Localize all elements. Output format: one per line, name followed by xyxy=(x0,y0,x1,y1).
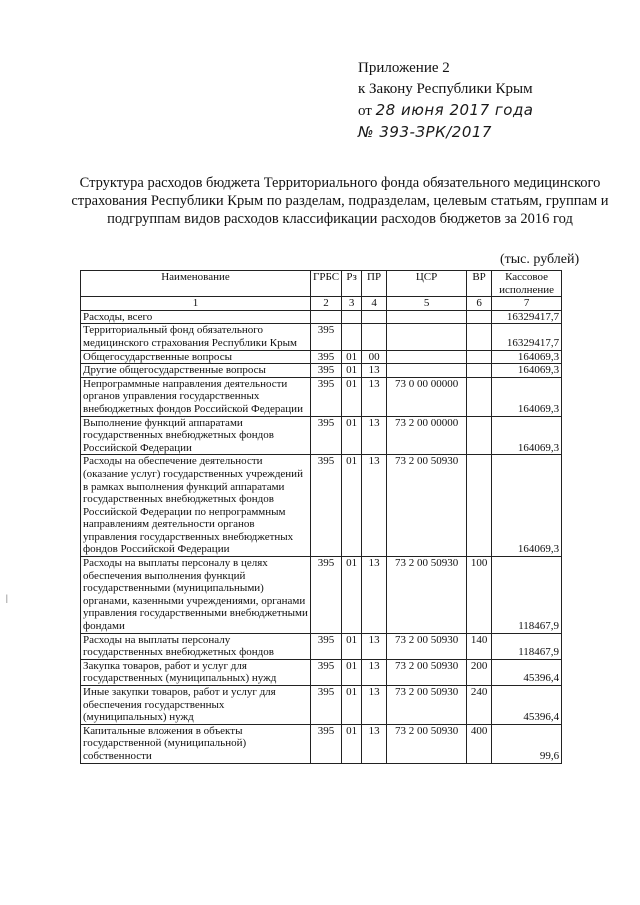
row-vr: 200 xyxy=(467,659,492,685)
row-name: Выполнение функций аппаратами государственных внебюджетных фондов Российской Федерации xyxy=(81,416,311,455)
row-csr: 73 2 00 50930 xyxy=(387,633,467,659)
row-pr: 00 xyxy=(362,350,387,364)
row-grbs xyxy=(311,310,342,324)
row-csr: 73 2 00 50930 xyxy=(387,724,467,763)
row-rz: 01 xyxy=(342,659,362,685)
row-csr xyxy=(387,364,467,378)
header-vr: ВР xyxy=(467,271,492,297)
row-rz: 01 xyxy=(342,557,362,634)
row-vr xyxy=(467,350,492,364)
row-grbs: 395 xyxy=(311,633,342,659)
row-csr xyxy=(387,350,467,364)
row-amount: 164069,3 xyxy=(492,364,562,378)
row-rz xyxy=(342,310,362,324)
row-amount: 45396,4 xyxy=(492,686,562,725)
row-rz: 01 xyxy=(342,377,362,416)
row-rz: 01 xyxy=(342,350,362,364)
row-pr: 13 xyxy=(362,633,387,659)
row-grbs: 395 xyxy=(311,377,342,416)
row-pr: 13 xyxy=(362,416,387,455)
handwritten-law-number: № 393-ЗРК/2017 xyxy=(358,123,492,141)
row-amount: 99,6 xyxy=(492,724,562,763)
header-grbs: ГРБС xyxy=(311,271,342,297)
date-prefix: от xyxy=(358,103,372,119)
row-csr: 73 2 00 50930 xyxy=(387,455,467,557)
row-pr: 13 xyxy=(362,659,387,685)
row-amount: 118467,9 xyxy=(492,557,562,634)
row-amount: 118467,9 xyxy=(492,633,562,659)
table-row xyxy=(81,686,562,725)
index-cell: 3 xyxy=(342,297,362,311)
row-name: Иные закупки товаров, работ и услуг для обеспечения государственных (муниципальных) нужд xyxy=(81,686,311,725)
row-name: Расходы на обеспечение деятельности (оказание услуг) государственных учреждений в рамках выполнения функций аппаратами государственных внебюджетных фондов Российской Федерации по непрограммным направлениям деятельности органов управления государственных внебюджетных фондов Российской Федерации xyxy=(81,455,311,557)
row-grbs: 395 xyxy=(311,324,342,350)
appendix-header xyxy=(358,58,534,143)
row-amount: 164069,3 xyxy=(492,350,562,364)
row-name: Закупка товаров, работ и услуг для государственных (муниципальных) нужд xyxy=(81,659,311,685)
row-csr: 73 0 00 00000 xyxy=(387,377,467,416)
header-amount: Кассовое исполнение xyxy=(492,271,562,297)
row-name: Другие общегосударственные вопросы xyxy=(81,364,311,378)
row-vr: 400 xyxy=(467,724,492,763)
row-csr xyxy=(387,310,467,324)
row-grbs: 395 xyxy=(311,350,342,364)
row-amount: 16329417,7 xyxy=(492,324,562,350)
table-row xyxy=(81,350,562,364)
row-vr xyxy=(467,324,492,350)
row-csr: 73 2 00 50930 xyxy=(387,659,467,685)
margin-mark: | xyxy=(6,593,8,603)
index-cell: 7 xyxy=(492,297,562,311)
row-name: Территориальный фонд обязательного медицинского страхования Республики Крым xyxy=(81,324,311,350)
table-row xyxy=(81,455,562,557)
row-vr xyxy=(467,364,492,378)
appendix-date-line xyxy=(358,100,534,122)
row-name: Непрограммные направления деятельности органов управления государственных внебюджетных фондов Российской Федерации xyxy=(81,377,311,416)
row-name: Капитальные вложения в объекты государственной (муниципальной) собственности xyxy=(81,724,311,763)
table-row xyxy=(81,377,562,416)
row-grbs: 395 xyxy=(311,557,342,634)
row-csr: 73 2 00 50930 xyxy=(387,686,467,725)
appendix-law-ref: к Закону Республики Крым xyxy=(358,81,533,97)
row-grbs: 395 xyxy=(311,686,342,725)
row-amount: 164069,3 xyxy=(492,455,562,557)
row-vr xyxy=(467,416,492,455)
index-cell: 1 xyxy=(81,297,311,311)
row-pr: 13 xyxy=(362,686,387,725)
document-title: Структура расходов бюджета Территориального фонда обязательного медицинского страхования Республики Крым по разделам, подразделам, целевым статьям, группам и подгруппам видов расходов классификации расходов бюджетов за 2016 год xyxy=(71,175,609,227)
handwritten-date: 28 июня 2017 года xyxy=(375,101,534,119)
row-amount: 16329417,7 xyxy=(492,310,562,324)
table-row xyxy=(81,557,562,634)
table-row xyxy=(81,416,562,455)
row-grbs: 395 xyxy=(311,724,342,763)
row-grbs: 395 xyxy=(311,416,342,455)
header-rz: Рз xyxy=(342,271,362,297)
row-rz: 01 xyxy=(342,364,362,378)
row-vr: 240 xyxy=(467,686,492,725)
header-pr: ПР xyxy=(362,271,387,297)
row-name: Расходы на выплаты персоналу в целях обеспечения выполнения функций государственными (муниципальными) органами, казенными учреждениями, органами управления государственными внебюджетными фондами xyxy=(81,557,311,634)
row-csr xyxy=(387,324,467,350)
appendix-number: Приложение 2 xyxy=(358,60,450,76)
index-cell: 6 xyxy=(467,297,492,311)
row-pr xyxy=(362,310,387,324)
unit-label: (тыс. рублей) xyxy=(500,252,580,267)
row-pr: 13 xyxy=(362,377,387,416)
row-pr: 13 xyxy=(362,557,387,634)
row-vr xyxy=(467,310,492,324)
row-name: Расходы на выплаты персоналу государственных внебюджетных фондов xyxy=(81,633,311,659)
row-pr: 13 xyxy=(362,724,387,763)
row-vr xyxy=(467,455,492,557)
table-body xyxy=(81,310,562,763)
row-pr xyxy=(362,324,387,350)
row-rz xyxy=(342,324,362,350)
row-pr: 13 xyxy=(362,364,387,378)
table-row xyxy=(81,310,562,324)
table-index-row xyxy=(81,297,562,311)
table-row xyxy=(81,724,562,763)
row-pr: 13 xyxy=(362,455,387,557)
row-vr: 100 xyxy=(467,557,492,634)
table-row xyxy=(81,364,562,378)
table-row xyxy=(81,659,562,685)
row-rz: 01 xyxy=(342,633,362,659)
table-row xyxy=(81,633,562,659)
row-csr: 73 2 00 50930 xyxy=(387,557,467,634)
row-amount: 45396,4 xyxy=(492,659,562,685)
header-name: Наименование xyxy=(81,271,311,297)
row-name: Общегосударственные вопросы xyxy=(81,350,311,364)
header-csr: ЦСР xyxy=(387,271,467,297)
row-amount: 164069,3 xyxy=(492,377,562,416)
index-cell: 4 xyxy=(362,297,387,311)
row-csr: 73 2 00 00000 xyxy=(387,416,467,455)
row-vr xyxy=(467,377,492,416)
row-name: Расходы, всего xyxy=(81,310,311,324)
row-rz: 01 xyxy=(342,416,362,455)
row-rz: 01 xyxy=(342,455,362,557)
index-cell: 5 xyxy=(387,297,467,311)
table-row xyxy=(81,324,562,350)
table-header-row xyxy=(81,271,562,297)
row-amount: 164069,3 xyxy=(492,416,562,455)
row-vr: 140 xyxy=(467,633,492,659)
index-cell: 2 xyxy=(311,297,342,311)
row-grbs: 395 xyxy=(311,659,342,685)
row-grbs: 395 xyxy=(311,364,342,378)
row-rz: 01 xyxy=(342,724,362,763)
row-rz: 01 xyxy=(342,686,362,725)
expenses-table xyxy=(80,270,562,764)
row-grbs: 395 xyxy=(311,455,342,557)
